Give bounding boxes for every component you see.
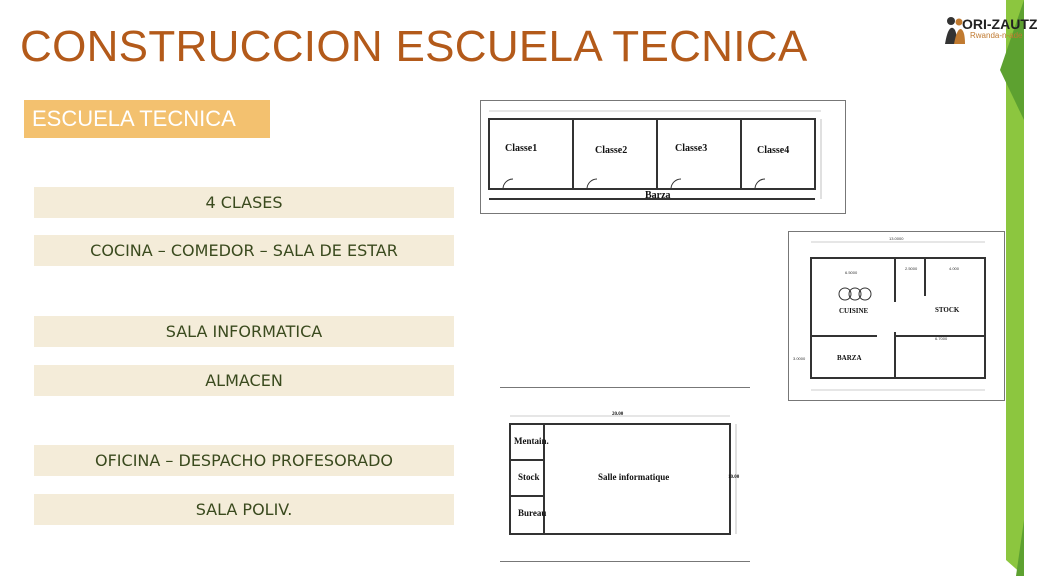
list-item: OFICINA – DESPACHO PROFESORADO: [34, 445, 454, 476]
logo-name: ORI-ZAUTZ: [962, 16, 1037, 32]
room-label: Classe3: [675, 143, 708, 154]
dimension-label: 6.7000: [935, 336, 948, 341]
dimension-label: 3.0000: [793, 356, 806, 361]
computer-room-floor-plan: [500, 408, 750, 542]
corridor-label: Barza: [645, 190, 671, 201]
divider: [500, 387, 750, 388]
dimension-label: 6.5000: [845, 270, 858, 275]
room-label: Classe1: [505, 143, 538, 154]
room-label: STOCK: [935, 306, 960, 314]
logo-tagline: Rwanda-n-ade: [970, 31, 1023, 40]
room-label: BARZA: [837, 354, 862, 362]
page-title: CONSTRUCCION ESCUELA TECNICA: [20, 22, 808, 71]
room-label: Stock: [518, 472, 540, 482]
room-label: Salle informatique: [598, 472, 670, 482]
list-item: ALMACEN: [34, 365, 454, 396]
room-label: CUISINE: [839, 307, 869, 315]
room-label: Mentain.: [514, 436, 549, 446]
list-item: 4 CLASES: [34, 187, 454, 218]
dimension-label: 2.5000: [905, 266, 918, 271]
dimension-label: 10.00: [728, 475, 740, 480]
room-label: Classe2: [595, 145, 628, 156]
dimension-label: 20.00: [612, 412, 624, 417]
divider: [500, 561, 750, 562]
dimension-label: 4.000: [949, 266, 960, 271]
list-item: SALA INFORMATICA: [34, 316, 454, 347]
dimension-label: 13.0000: [889, 236, 904, 241]
room-label: Classe4: [757, 145, 790, 156]
section-subtitle: ESCUELA TECNICA: [24, 100, 270, 138]
list-item: COCINA – COMEDOR – SALA DE ESTAR: [34, 235, 454, 266]
classrooms-floor-plan: [480, 100, 846, 214]
list-item: SALA POLIV.: [34, 494, 454, 525]
kitchen-floor-plan: [788, 231, 1005, 401]
room-label: Bureau: [518, 508, 547, 518]
